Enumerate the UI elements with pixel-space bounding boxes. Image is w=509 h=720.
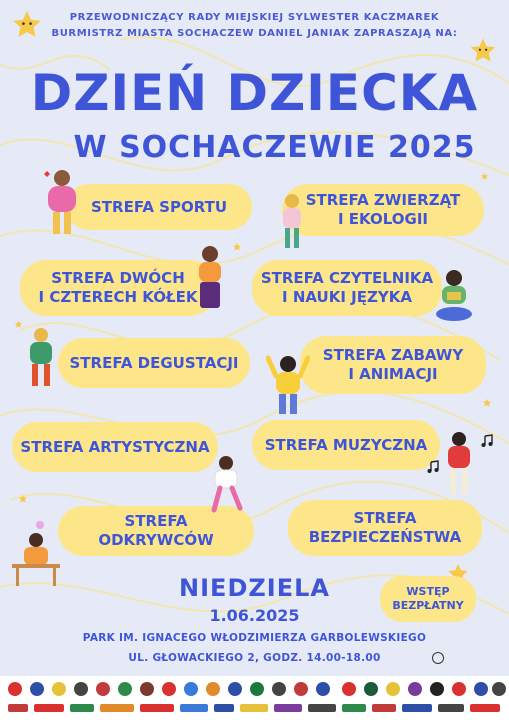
zone-label: I CZTERECH KÓŁEK (38, 288, 198, 306)
zone-label: I NAUKI JĘZYKA (282, 288, 412, 306)
sponsor-logo (430, 682, 444, 696)
sponsor-logo (214, 704, 234, 712)
zone-label: STREFA ARTYSTYCZNA (20, 437, 210, 456)
zone-label: I EKOLOGII (338, 210, 428, 228)
sponsor-logo (342, 704, 366, 712)
zone-label: STREFA DWÓCH (51, 269, 185, 287)
sponsor-logo (372, 704, 396, 712)
sponsor-logo (8, 704, 28, 712)
zone-zabawy (300, 336, 486, 394)
sponsor-logo (308, 704, 336, 712)
zone-label: STREFA ODKRYWCÓW (98, 512, 214, 549)
star-icon (232, 242, 242, 252)
sponsor-logo (8, 682, 22, 696)
sponsor-logo (206, 682, 220, 696)
header-line-1: PRZEWODNICZĄCY RADY MIEJSKIEJ SYLWESTER KACZMAREK (69, 12, 440, 23)
zone-bezpieczenstwa (288, 500, 482, 556)
zone-label: STREFA (353, 509, 417, 527)
event-date: 1.06.2025 (209, 606, 300, 625)
event-place: PARK IM. IGNACEGO WŁODZIMIERZA GARBOLEWSKIEGO (82, 632, 427, 644)
zone-muzyczna (252, 420, 440, 470)
event-address: UL. GŁOWACKIEGO 2, GODZ. 14.00-18.00 (128, 652, 381, 664)
sponsor-logo (228, 682, 242, 696)
sponsor-logo (250, 682, 264, 696)
sponsor-logo (386, 682, 400, 696)
child-figure-icon (434, 268, 474, 324)
page-subtitle: W SOCHACZEWIE 2025 (73, 130, 476, 165)
child-figure-icon (278, 192, 306, 252)
star-icon (468, 36, 498, 66)
sponsor-logo (180, 704, 208, 712)
zone-label: I ANIMACJI (348, 365, 438, 383)
zone-zwierzat (282, 184, 484, 236)
child-figure-icon (194, 244, 226, 314)
sponsor-logo (34, 704, 64, 712)
sponsor-logo (240, 704, 268, 712)
sponsor-logo (438, 704, 464, 712)
zone-kolek (20, 260, 216, 316)
zone-label: STREFA ZWIERZĄT (305, 191, 461, 209)
sponsor-logo (408, 682, 422, 696)
sponsor-logo (118, 682, 132, 696)
zone-label: STREFA ZABAWY (322, 346, 464, 364)
event-day: NIEDZIELA (179, 574, 330, 602)
sponsor-logo (272, 682, 286, 696)
sponsor-logo (96, 682, 110, 696)
zone-label: STREFA MUZYCZNA (264, 435, 428, 454)
sponsor-logo (364, 682, 378, 696)
sponsor-logo (70, 704, 94, 712)
sponsor-logo (30, 682, 44, 696)
child-figure-icon (266, 352, 310, 418)
sponsor-logo (492, 682, 506, 696)
sponsor-logo (402, 704, 432, 712)
star-icon (480, 172, 489, 181)
star-icon (482, 398, 492, 408)
sponsor-logo (316, 682, 330, 696)
sponsor-logo (74, 682, 88, 696)
star-icon (18, 494, 28, 504)
page-title: DZIEŃ DZIECKA (30, 64, 479, 122)
child-figure-icon (206, 454, 246, 516)
sponsor-logo (52, 682, 66, 696)
child-figure-icon (440, 430, 478, 500)
zone-czytelnika (252, 260, 442, 316)
sponsor-logo (100, 704, 134, 712)
sponsor-logo (274, 704, 302, 712)
header-line-2: BURMISTRZ MIASTA SOCHACZEW DANIEL JANIAK ZAPRASZAJĄ NA: (51, 28, 458, 39)
child-figure-icon (40, 168, 84, 240)
sponsor-logo (140, 682, 154, 696)
sponsor-logo (342, 682, 356, 696)
free-entry-badge (380, 576, 476, 622)
sponsor-logo (184, 682, 198, 696)
zone-label: BEZPIECZEŃSTWA (308, 528, 462, 546)
sponsor-logo (140, 704, 174, 712)
star-icon (14, 320, 23, 329)
badge-line: BEZPŁATNY (392, 599, 464, 612)
zone-sportu (66, 184, 252, 230)
sponsor-logo (474, 682, 488, 696)
zone-label: STREFA CZYTELNIKA (260, 269, 434, 287)
sponsor-logo (452, 682, 466, 696)
sponsor-logo (470, 704, 500, 712)
music-note-icon (426, 460, 440, 474)
music-note-icon (480, 434, 494, 448)
sponsor-logo (162, 682, 176, 696)
sponsor-logo (294, 682, 308, 696)
zone-label: STREFA SPORTU (90, 197, 228, 216)
zone-label: STREFA DEGUSTACJI (69, 353, 239, 372)
zone-degustacji (58, 338, 250, 388)
zone-artystyczna (12, 422, 218, 472)
info-icon (432, 652, 444, 664)
badge-line: WSTĘP (406, 585, 450, 598)
sponsor-logos (0, 676, 509, 720)
child-figure-icon (24, 326, 58, 392)
